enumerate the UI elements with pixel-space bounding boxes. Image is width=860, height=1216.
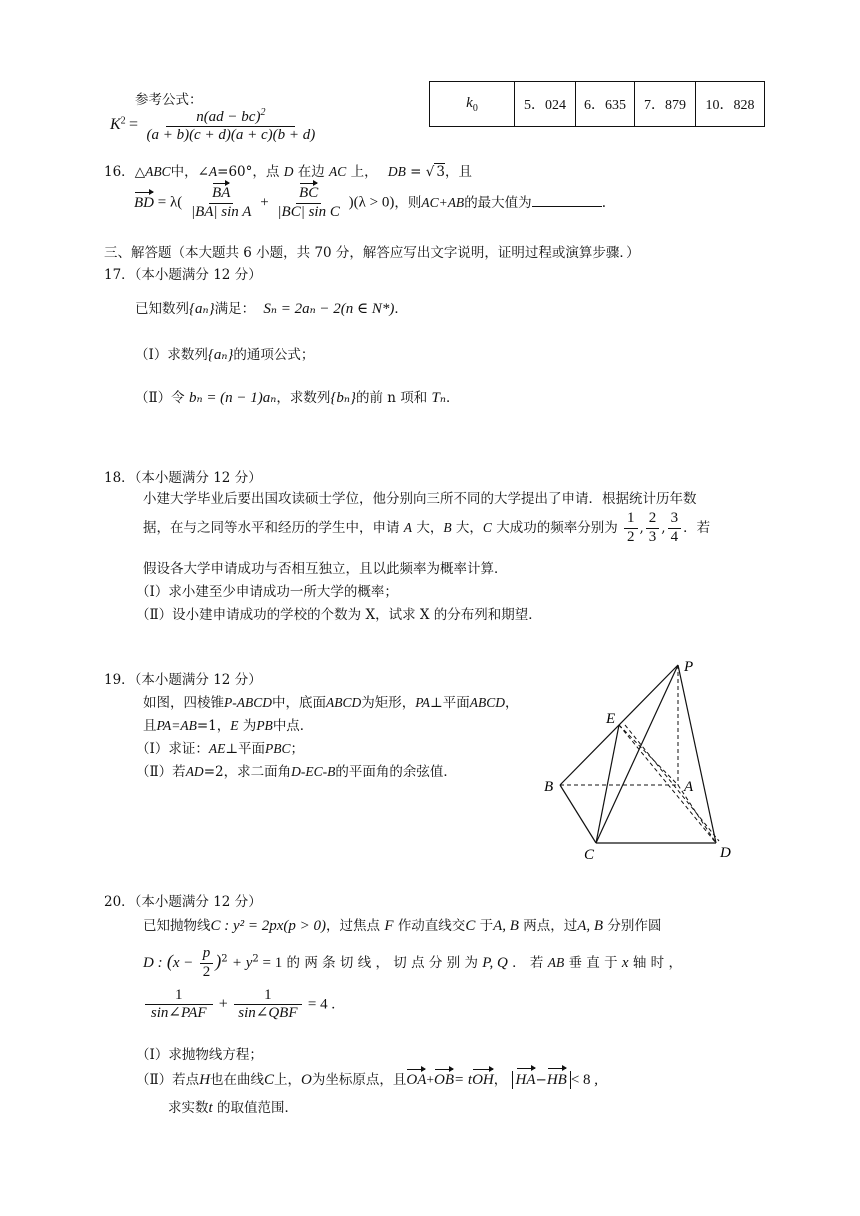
q20-line1: 已知抛物线C : y² = 2px(p > 0)，过焦点 F 作动直线交C 于A, B 两点，过A, B 分别作圆 xyxy=(143,918,662,934)
k-squared-formula: $K^2$ = $\frac{n(ad - bc)^2}{(a + b)(c + d)(a + c)(b + d)}$ xyxy=(110,107,316,143)
q20-line3: $\frac{1}{\text{sin∠PAF}}$ + $\frac{1}{\text{sin∠QBF}}$ = 4 . xyxy=(143,988,335,1022)
label-e: E xyxy=(606,711,616,727)
answer-blank xyxy=(532,194,602,207)
q19-line2: 且PA=AB=1，E 为PB中点． xyxy=(143,718,314,734)
pyramid-figure xyxy=(540,655,750,865)
q17-part1: （Ⅰ）求数列{aₙ}的通项公式； xyxy=(135,347,315,363)
q20-part2: （Ⅱ）若点H也在曲线C上，O为坐标原点，且OA+OB= tOH， HA−HB < 8 , xyxy=(136,1072,599,1088)
label-c: C xyxy=(584,847,595,863)
q20-header: 20．（本小题满分 12 分） xyxy=(104,894,262,910)
table-cell: 6．635 xyxy=(576,82,635,127)
segment-ed xyxy=(619,725,716,843)
edge-pd xyxy=(678,665,716,843)
critical-value-table xyxy=(429,81,765,127)
edge-pc xyxy=(596,665,678,843)
q20-last-line: 求实数t 的取值范围． xyxy=(168,1100,298,1116)
edge-bc xyxy=(560,785,596,843)
table-cell: 10．828 xyxy=(696,82,765,127)
q16-line1: 16．△ABC中，∠A=60°，点 D 在边 AC 上， DB = √ 3，且 xyxy=(104,164,472,180)
q20-line2: D : (x − $\frac{p}{2}$ )$^2 + y^2 = 1$ 的 两 条 切 线 ， 切 点 分 别 为 P, Q ． 若 AB 垂 直 于 x 轴 时 ， xyxy=(143,945,682,980)
q18-line1: 小建大学毕业后要出国攻读硕士学位，他分别向三所不同的大学提出了申请．根据统计历年数 xyxy=(143,491,697,507)
label-p: P xyxy=(684,659,694,675)
segment-ed-double xyxy=(625,725,719,841)
label-d: D xyxy=(720,845,731,861)
q17-header: 17．（本小题满分 12 分） xyxy=(104,267,262,283)
q16-line2: BD = λ( $\frac{BA}{\text{|BA| sin A}}$ + $\frac{BC}{\text{|BC| sin C}}$ )(λ > 0)，则AC+AB的最大值为 . xyxy=(134,185,606,220)
segment-ec xyxy=(596,725,619,843)
segment-ea xyxy=(619,725,678,785)
q18-line2: 据，在与之同等水平和经历的学生中，申请 A 大，B 大，C 大成功的频率分别为 $\frac{1}{2}$ , $\frac{2}{3}$ , $\frac{3}{4}$ ．若 xyxy=(143,510,711,545)
label-a: A xyxy=(684,779,694,795)
q19-line1: 如图，四棱锥P-ABCD中，底面ABCD为矩形，PA⊥平面ABCD， xyxy=(143,695,519,711)
label-b: B xyxy=(544,779,554,795)
q20-part1: （Ⅰ）求抛物线方程； xyxy=(136,1047,263,1063)
section-3-heading: 三、解答题（本大题共 6 小题，共 70 分，解答应写出文字说明，证明过程或演算步骤．） xyxy=(104,245,640,261)
q18-line3: 假设各大学申请成功与否相互独立，且以此频率为概率计算． xyxy=(143,561,508,577)
q17-stem: 已知数列{aₙ}满足： Sₙ = 2aₙ − 2(n ∈ N*)． xyxy=(135,301,408,317)
q18-header: 18．（本小题满分 12 分） xyxy=(104,470,262,486)
table-header-k0: $k_0$ xyxy=(430,82,515,127)
formula-ref-label: 参考公式： xyxy=(135,92,203,108)
q19-part2: （Ⅱ）若AD=2，求二面角D-EC-B的平面角的余弦值． xyxy=(136,764,457,780)
q18-part1: （Ⅰ）求小建至少申请成功一所大学的概率； xyxy=(136,584,398,600)
q18-part2: （Ⅱ）设小建申请成功的学校的个数为 X，试求 X 的分布列和期望． xyxy=(136,607,542,623)
q19-header: 19．（本小题满分 12 分） xyxy=(104,672,262,688)
q19-part1: （Ⅰ）求证：AE⊥平面PBC； xyxy=(136,741,305,757)
table-cell: 7．879 xyxy=(635,82,696,127)
table-cell: 5．024 xyxy=(515,82,576,127)
q17-part2: （Ⅱ）令 bₙ = (n − 1)aₙ，求数列{bₙ}的前 n 项和 Tₙ． xyxy=(135,390,460,406)
